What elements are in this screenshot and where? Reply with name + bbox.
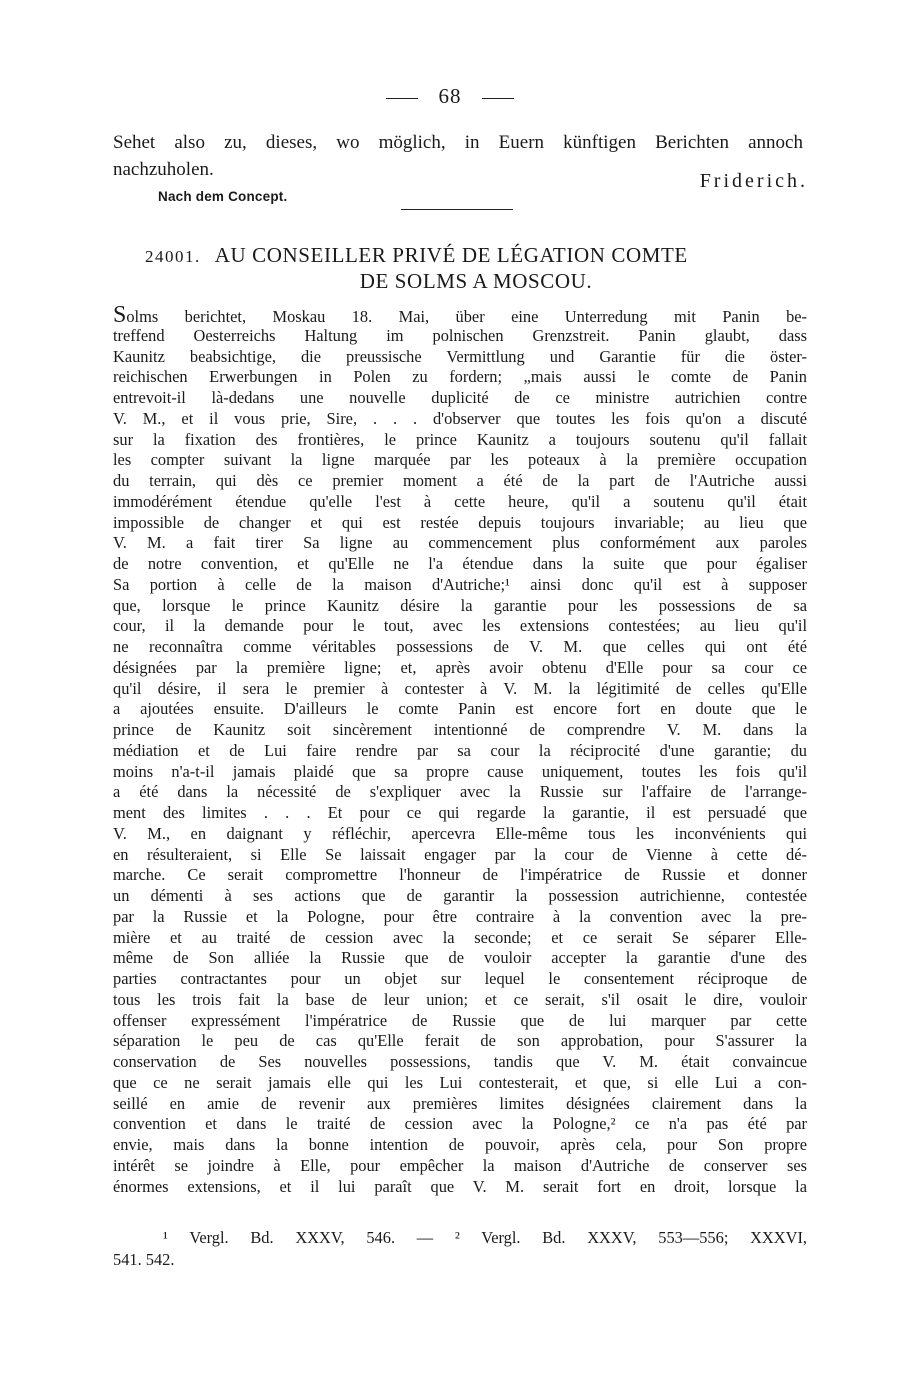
footnote-line: 541. 542. [113,1250,175,1269]
body-line: un démenti à ses actions que de garantir la possession autrichienne, contestée [113,886,807,905]
body-line: cour, il la demande pour le tout, avec les extensions contestées; au lieu qu'il [113,616,807,636]
section-divider [401,209,513,210]
body-line: énormes extensions, et il lui paraît que V. M. serait fort en droit, lorsque la [113,1176,807,1196]
body-line: offenser expressément l'impératrice de Russie que de lui marquer par cette [113,1010,807,1030]
header-dash-right [482,98,514,99]
body-line: séparation le peu de cas qu'Elle ferait de son approbation, pour S'assurer la [113,1031,807,1051]
body-line: immodérément étendue qu'elle l'est à cette heure, qu'il a soutenu qu'il était [113,491,807,511]
drop-cap: S [113,305,127,326]
body-line: Kaunitz beabsichtige, die preussische Vermittlung und Garantie für die öster- [113,346,807,366]
page-number: 68 [438,84,462,108]
body-line: conservation de Ses nouvelles possessions, tandis que V. M. était convaincue [113,1052,807,1071]
body-line: marche. Ce serait compromettre l'honneur de l'impératrice de Russie et donner [113,865,807,885]
footnote-line: ¹ Vergl. Bd. XXXV, 546. — ² Vergl. Bd. XXXV, 553—556; XXXVI, [163,1228,807,1247]
body-line: médiation et de Lui faire rendre par sa cour la réciprocité d'une garantie; du [113,740,807,760]
previous-document-line: Sehet also zu, dieses, wo möglich, in Euern künftigen Berichten annoch [113,132,803,153]
header-dash-left [386,98,418,99]
body-line: sur la fixation des frontières, le prince Kaunitz a toujours soutenu qu'il fallait [113,429,807,449]
body-line: treffend Oesterreichs Haltung im polnischen Grenzstreit. Panin glaubt, dass [113,325,807,345]
body-line: convention et dans le traité de cession avec la Pologne,² ce n'a pas été par [113,1114,807,1134]
body-line: que ce ne serait jamais elle qui les Lui contesterait, et que, si elle Lui a con- [113,1072,807,1092]
body-line: ne reconnaîtra comme véritables possessions de V. M. que celles qui ont été [113,637,807,656]
signature: Friderich. [699,170,808,192]
document-heading [145,243,785,294]
body-line: même de Son alliée la Russie que de vouloir accepter la garantie d'une des [113,948,807,968]
document-number: 24001. [145,247,201,266]
body-line: en résulteraient, si Elle Se laissait engager par la cour de Vienne à cette dé- [113,844,807,864]
document-body [113,305,807,1197]
body-line: Sa portion à celle de la maison d'Autriche;¹ ainsi donc qu'il est à supposer [113,574,807,594]
body-line: du terrain, qui dès ce premier moment a été de la part de l'Autriche aussi [113,471,807,490]
body-line: ment des limites . . . Et pour ce qui regarde la garantie, il est persuadé que [113,803,807,822]
source-note: Nach dem Concept. [158,189,288,204]
body-line: mière et au traité de cession avec la seconde; et ce serait Se séparer Elle- [113,927,807,947]
body-line: par la Russie et la Pologne, pour être contraire à la convention avec la pre- [113,906,807,926]
footnotes [113,1227,807,1271]
body-line: de notre convention, et qu'Elle ne l'a étendue dans la suite que pour égaliser [113,554,807,573]
body-line: entrevoit-il là-dedans une nouvelle duplicité de ce ministre autrichien contre [113,388,807,407]
body-line: que, lorsque le prince Kaunitz désire la garantie pour les possessions de sa [113,595,807,615]
body-line-text: olms berichtet, Moskau 18. Mai, über eine Unterredung mit Panin be- [126,307,807,326]
body-line: a ajoutées ensuite. D'ailleurs le comte Panin est encore fort en doute que le [113,699,807,719]
body-line: moins n'a-t-il jamais plaidé que sa propre cause uniquement, toutes les fois qu'il [113,761,807,781]
body-line: prince de Kaunitz soit sincèrement intentionné de comprendre V. M. dans la [113,720,807,739]
body-line: seillé en amie de revenir aux premières limites désignées clairement dans la [113,1093,807,1113]
document-title-line-1: AU CONSEILLER PRIVÉ DE LÉGATION COMTE [214,243,688,267]
body-line: intérêt se joindre à Elle, pour empêcher la maison d'Autriche de conserver ses [113,1155,807,1175]
body-line: qu'il désire, il sera le premier à contester à V. M. la légitimité de celles qu'Elle [113,678,807,698]
body-line: les compter suivant la ligne marquée par les poteaux à la première occupation [113,450,807,470]
previous-document-line: nachzuholen. [113,159,214,180]
body-line: désignées par la première ligne; et, après avoir obtenu d'Elle pour sa cour ce [113,657,807,677]
body-line: V. M., en daignant y réfléchir, apercevra Elle-même tous les inconvénients qui [113,823,807,843]
body-line: a été dans la nécessité de s'expliquer avec la Russie sur l'affaire de l'arrange- [113,782,807,802]
page-number-header [0,84,900,109]
body-line: tous les trois fait la base de leur union; et ce serait, s'il osait le dire, vouloir [113,989,807,1009]
body-line: envie, mais dans la bonne intention de pouvoir, après cela, pour Son propre [113,1135,807,1154]
body-line: parties contractantes pour un objet sur lequel le consentement réciproque de [113,969,807,988]
body-line: V. M. a fait tirer Sa ligne au commencement plus conformément aux paroles [113,533,807,553]
body-line: V. M., et il vous prie, Sire, . . . d'observer que toutes les fois qu'on a discuté [113,408,807,428]
body-line: impossible de changer et qui est restée depuis toujours invariable; au lieu que [113,512,807,532]
document-title-line-2: DE SOLMS A MOSCOU. [359,269,593,293]
body-line: reichischen Erwerbungen in Polen zu fordern; „mais aussi le comte de Panin [113,367,807,387]
body-line [113,305,807,326]
